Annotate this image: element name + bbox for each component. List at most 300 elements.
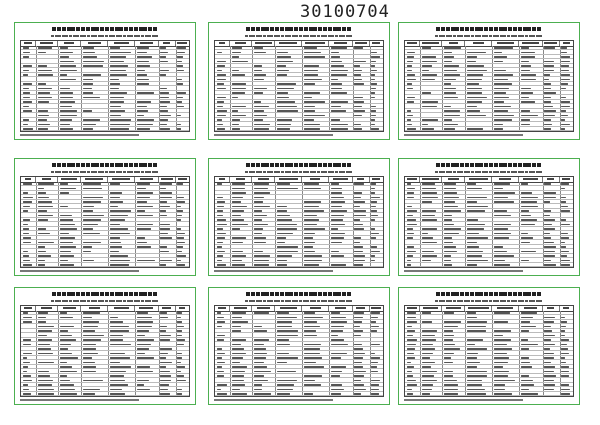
subtitle-glyph — [514, 35, 517, 38]
table-cell-ink — [444, 321, 462, 323]
table-cell-ink — [232, 183, 246, 185]
table-cell-ink — [110, 70, 126, 72]
table-cell-ink — [422, 119, 438, 121]
sheet-table — [20, 40, 190, 132]
table-cell-ink — [217, 106, 223, 108]
title-glyph — [100, 163, 104, 167]
title-glyph — [537, 163, 541, 167]
table-cell-ink — [160, 201, 166, 203]
table-cell-ink — [304, 74, 318, 76]
table-cell-ink — [371, 115, 375, 117]
subtitle-glyph — [270, 300, 273, 303]
subtitle-glyph — [281, 35, 284, 38]
table-cell-ink — [277, 65, 286, 67]
table-cell-ink — [444, 330, 453, 332]
table-cell-ink — [544, 47, 555, 49]
table-cell-ink — [38, 233, 50, 235]
table-cell-ink — [160, 197, 171, 199]
title-glyph — [333, 163, 337, 167]
subtitle-glyph — [98, 171, 101, 174]
table-cell-ink — [494, 362, 508, 364]
title-glyph — [441, 292, 445, 296]
table-cell-ink — [371, 52, 377, 54]
table-cell-ink — [254, 128, 269, 130]
table-cell-ink — [60, 384, 74, 386]
table-body — [405, 311, 573, 396]
table-cell-ink — [304, 384, 321, 386]
subtitle-glyph — [324, 300, 327, 303]
table-cell-ink — [304, 183, 319, 185]
table-cell-ink — [23, 119, 29, 121]
table-cell-ink — [371, 110, 376, 112]
table-cell-ink — [444, 215, 452, 217]
subtitle-glyph — [299, 300, 302, 303]
table-cell-ink — [407, 83, 412, 85]
table-cell-ink — [521, 321, 531, 323]
table-cell-ink — [521, 192, 533, 194]
table-cell-ink — [354, 83, 364, 85]
table-cell-ink — [354, 224, 363, 226]
table-cell-ink — [23, 206, 31, 208]
table-cell-ink — [38, 210, 47, 212]
subtitle-glyph — [155, 35, 158, 38]
title-glyph — [275, 27, 279, 31]
form-sheet — [208, 158, 390, 276]
sheet-footer-strokes — [404, 269, 574, 273]
table-cell-ink — [110, 371, 126, 373]
table-cell-ink — [304, 65, 319, 67]
table-cell-ink — [110, 74, 127, 76]
subtitle-glyph — [252, 171, 255, 174]
table-cell-ink — [177, 335, 181, 337]
table-cell-ink — [38, 251, 46, 253]
table-cell-ink — [467, 210, 485, 212]
table-cell-ink — [160, 237, 172, 239]
table-cell-ink — [371, 206, 375, 208]
subtitle-glyph — [94, 300, 97, 303]
title-glyph — [256, 292, 260, 296]
table-cell-ink — [444, 393, 459, 395]
table-cell-ink — [232, 110, 238, 112]
title-glyph — [71, 27, 75, 31]
table-cell-ink — [137, 348, 149, 350]
subtitle-glyph — [123, 300, 126, 303]
table-cell-ink — [83, 210, 93, 212]
subtitle-glyph — [303, 300, 306, 303]
title-glyph — [62, 163, 66, 167]
table-cell-ink — [160, 47, 165, 49]
table-cell-ink — [110, 65, 128, 67]
table-cell-ink — [232, 237, 247, 239]
title-glyph — [139, 163, 143, 167]
table-cell-ink — [254, 389, 262, 391]
table-cell-ink — [467, 101, 482, 103]
table-cell-ink — [232, 264, 245, 266]
table-cell-ink — [561, 110, 565, 112]
table-cell-ink — [561, 260, 570, 262]
subtitle-glyph — [274, 171, 277, 174]
table-cell-ink — [217, 210, 223, 212]
subtitle-glyph — [130, 171, 133, 174]
table-cell-ink — [60, 192, 69, 194]
subtitle-glyph — [55, 35, 58, 38]
title-glyph — [494, 292, 498, 296]
table-cell-ink — [110, 353, 125, 355]
table-cell-ink — [232, 353, 246, 355]
subtitle-glyph — [274, 35, 277, 38]
table-cell-ink — [331, 251, 339, 253]
table-cell-ink — [331, 206, 342, 208]
table-cell-ink — [60, 353, 73, 355]
table-cell-ink — [137, 228, 151, 230]
table-cell-ink — [277, 357, 298, 359]
table-cell-ink — [23, 201, 32, 203]
table-cell-ink — [137, 321, 153, 323]
table-cell-ink — [110, 264, 129, 266]
sheet-footer-strokes — [404, 133, 574, 137]
table-cell-ink — [277, 317, 297, 319]
table-cell-ink — [38, 97, 52, 99]
table-cell-ink — [137, 192, 153, 194]
table-cell-ink — [354, 366, 362, 368]
table-cell-ink — [422, 384, 433, 386]
subtitle-glyph — [339, 300, 342, 303]
table-cell-ink — [160, 119, 168, 121]
table-cell-ink — [137, 201, 147, 203]
table-cell-ink — [232, 362, 240, 364]
table-cell-ink — [38, 192, 46, 194]
table-cell-ink — [160, 393, 169, 395]
subtitle-glyph — [467, 300, 470, 303]
table-cell-ink — [494, 128, 503, 130]
table-cell-ink — [544, 97, 550, 99]
subtitle-glyph — [270, 171, 273, 174]
subtitle-glyph — [101, 300, 104, 303]
table-cell-ink — [467, 201, 477, 203]
title-glyph — [503, 292, 507, 296]
table-cell-ink — [304, 79, 322, 81]
table-cell-ink — [422, 215, 435, 217]
title-glyph — [532, 27, 536, 31]
table-cell-ink — [217, 79, 226, 81]
table-cell-ink — [23, 321, 32, 323]
table-cell-ink — [254, 251, 263, 253]
subtitle-glyph — [482, 171, 485, 174]
table-cell-ink — [38, 228, 46, 230]
table-cell-ink — [304, 353, 320, 355]
subtitle-glyph — [306, 171, 309, 174]
title-glyph — [484, 292, 488, 296]
table-cell-ink — [422, 371, 437, 373]
table-cell-ink — [444, 362, 453, 364]
title-glyph — [499, 292, 503, 296]
table-cell-ink — [354, 251, 363, 253]
table-cell-ink — [177, 124, 181, 126]
table-cell-ink — [23, 228, 30, 230]
table-cell-ink — [217, 215, 224, 217]
table-cell-ink — [494, 74, 513, 76]
form-sheet — [14, 22, 196, 140]
table-cell-ink — [407, 371, 412, 373]
title-glyph — [143, 163, 147, 167]
subtitle-glyph — [328, 35, 331, 38]
sheet-title-strokes — [415, 291, 563, 297]
table-cell-ink — [407, 215, 414, 217]
subtitle-glyph — [127, 35, 130, 38]
table-cell-ink — [544, 371, 554, 373]
subtitle-glyph — [478, 35, 481, 38]
sheet-title-strokes — [31, 291, 179, 297]
table-cell-ink — [304, 92, 320, 94]
table-cell-ink — [110, 56, 126, 58]
table-cell-ink — [331, 344, 348, 346]
table-cell-ink — [38, 52, 46, 54]
title-glyph — [518, 292, 522, 296]
table-cell-ink — [494, 357, 509, 359]
table-cell-ink — [544, 210, 550, 212]
title-glyph — [71, 292, 75, 296]
table-cell-ink — [232, 215, 241, 217]
subtitle-glyph — [321, 171, 324, 174]
table-cell-ink — [60, 70, 78, 72]
table-cell-ink — [110, 115, 121, 117]
subtitle-glyph — [511, 35, 514, 38]
table-cell-ink — [407, 224, 417, 226]
table-cell-ink — [444, 312, 454, 314]
table-cell-ink — [354, 380, 360, 382]
subtitle-glyph — [91, 35, 94, 38]
table-cell-ink — [277, 380, 296, 382]
table-cell-ink — [60, 233, 70, 235]
table-cell-ink — [23, 393, 31, 395]
table-cell-ink — [23, 317, 33, 319]
table-cell-ink — [60, 215, 73, 217]
table-cell-ink — [83, 201, 101, 203]
table-cell-ink — [521, 119, 530, 121]
table-cell-ink — [304, 357, 322, 359]
table-cell-ink — [331, 65, 344, 67]
table-cell-ink — [83, 326, 98, 328]
table-cell-ink — [60, 106, 73, 108]
table-cell-ink — [444, 357, 452, 359]
subtitle-glyph — [134, 35, 137, 38]
table-cell-ink — [60, 326, 75, 328]
subtitle-glyph — [69, 35, 72, 38]
table-cell-ink — [422, 260, 432, 262]
table-cell-ink — [354, 106, 361, 108]
title-glyph — [280, 163, 284, 167]
subtitle-glyph — [292, 171, 295, 174]
subtitle-glyph — [489, 35, 492, 38]
table-cell-ink — [561, 335, 565, 337]
footer-ink — [214, 270, 333, 271]
table-cell-ink — [38, 65, 47, 67]
table-cell-ink — [354, 101, 364, 103]
title-glyph — [503, 163, 507, 167]
title-glyph — [508, 27, 512, 31]
table-cell-ink — [444, 206, 458, 208]
table-cell-ink — [83, 52, 95, 54]
table-cell-ink — [38, 344, 50, 346]
title-glyph — [527, 163, 531, 167]
title-glyph — [537, 27, 541, 31]
table-cell-ink — [23, 88, 29, 90]
table-cell-ink — [354, 201, 365, 203]
subtitle-glyph — [346, 171, 349, 174]
subtitle-glyph — [457, 171, 460, 174]
table-cell-ink — [354, 79, 362, 81]
subtitle-glyph — [249, 171, 252, 174]
table-cell-ink — [23, 197, 33, 199]
table-cell-ink — [304, 97, 312, 99]
subtitle-glyph — [105, 171, 108, 174]
table-cell-ink — [110, 344, 130, 346]
table-cell-ink — [561, 79, 570, 81]
table-cell-ink — [371, 56, 380, 58]
table-cell-ink — [331, 228, 338, 230]
table-cell-ink — [160, 56, 166, 58]
table-cell-ink — [217, 233, 226, 235]
subtitle-glyph — [310, 35, 313, 38]
subtitle-glyph — [331, 171, 334, 174]
table-cell-ink — [467, 52, 486, 54]
table-cell-ink — [521, 251, 537, 253]
table-cell-ink — [304, 219, 319, 221]
table-cell-ink — [60, 47, 68, 49]
table-cell-ink — [137, 61, 149, 63]
subtitle-glyph — [281, 300, 284, 303]
table-cell-ink — [467, 65, 484, 67]
table-cell-ink — [60, 92, 73, 94]
table-cell-ink — [83, 197, 103, 199]
table-cell-ink — [304, 47, 317, 49]
subtitle-glyph — [137, 171, 140, 174]
subtitle-glyph — [342, 35, 345, 38]
table-cell-ink — [331, 92, 347, 94]
table-cell-ink — [177, 70, 184, 72]
table-cell-ink — [371, 251, 379, 253]
table-cell-ink — [561, 101, 570, 103]
table-cell-ink — [137, 384, 144, 386]
title-glyph — [523, 163, 527, 167]
subtitle-glyph — [256, 171, 259, 174]
table-cell-ink — [467, 362, 480, 364]
table-cell-ink — [407, 384, 417, 386]
title-glyph — [460, 292, 464, 296]
footer-ink — [404, 134, 523, 135]
title-glyph — [347, 163, 351, 167]
title-glyph — [479, 27, 483, 31]
table-cell-ink — [354, 124, 361, 126]
table-cell-ink — [371, 65, 375, 67]
table-cell-ink — [38, 339, 52, 341]
title-glyph — [256, 163, 260, 167]
subtitle-glyph — [346, 300, 349, 303]
title-glyph — [513, 292, 517, 296]
table-cell-ink — [23, 92, 30, 94]
table-cell-ink — [254, 201, 263, 203]
table-cell-ink — [23, 70, 30, 72]
table-cell-ink — [277, 255, 292, 257]
subtitle-glyph — [65, 171, 68, 174]
title-glyph — [119, 292, 123, 296]
table-cell-ink — [494, 197, 508, 199]
table-cell-ink — [561, 393, 570, 395]
subtitle-glyph — [73, 300, 76, 303]
title-glyph — [91, 292, 95, 296]
subtitle-glyph — [303, 35, 306, 38]
title-glyph — [309, 163, 313, 167]
table-cell-ink — [217, 326, 222, 328]
table-cell-ink — [110, 79, 119, 81]
table-cell-ink — [160, 188, 165, 190]
sheet-title-strokes — [415, 162, 563, 168]
table-cell-ink — [254, 353, 268, 355]
table-cell-ink — [561, 348, 567, 350]
table-cell-ink — [277, 384, 294, 386]
title-glyph — [304, 163, 308, 167]
title-glyph — [261, 27, 265, 31]
table-cell-ink — [521, 393, 538, 395]
table-cell-ink — [254, 106, 270, 108]
table-cell-ink — [561, 362, 566, 364]
table-cell-ink — [217, 97, 227, 99]
table-cell-ink — [331, 101, 348, 103]
table-cell-ink — [23, 380, 32, 382]
table-cell-ink — [304, 375, 322, 377]
subtitle-glyph — [116, 300, 119, 303]
title-glyph — [328, 27, 332, 31]
table-cell-ink — [83, 206, 94, 208]
table-cell-ink — [83, 348, 96, 350]
table-cell-ink — [407, 206, 413, 208]
title-glyph — [52, 27, 56, 31]
table-cell-ink — [83, 357, 91, 359]
table-cell-ink — [177, 61, 182, 63]
table-cell-ink — [254, 330, 267, 332]
subtitle-glyph — [511, 300, 514, 303]
title-glyph — [119, 27, 123, 31]
subtitle-glyph — [435, 35, 438, 38]
table-cell-ink — [371, 362, 378, 364]
title-glyph — [129, 27, 133, 31]
table-cell-ink — [561, 188, 565, 190]
table-cell-ink — [444, 183, 456, 185]
table-cell-ink — [137, 339, 155, 341]
subtitle-glyph — [507, 171, 510, 174]
table-cell-ink — [137, 242, 147, 244]
table-cell-ink — [407, 197, 414, 199]
subtitle-glyph — [313, 35, 316, 38]
table-cell-ink — [60, 219, 73, 221]
table-cell-ink — [331, 83, 342, 85]
table-cell-ink — [521, 74, 536, 76]
table-cell-ink — [137, 128, 150, 130]
table-cell-ink — [407, 124, 412, 126]
table-cell-ink — [23, 106, 29, 108]
title-glyph — [299, 27, 303, 31]
subtitle-glyph — [152, 171, 155, 174]
table-cell-ink — [407, 330, 416, 332]
sheet-table — [404, 40, 574, 132]
table-cell-ink — [371, 97, 375, 99]
footer-ink — [404, 399, 523, 400]
table-cell-ink — [494, 330, 511, 332]
table-cell-ink — [177, 389, 182, 391]
table-cell-ink — [277, 52, 288, 54]
title-glyph — [81, 292, 85, 296]
table-cell-ink — [407, 375, 414, 377]
